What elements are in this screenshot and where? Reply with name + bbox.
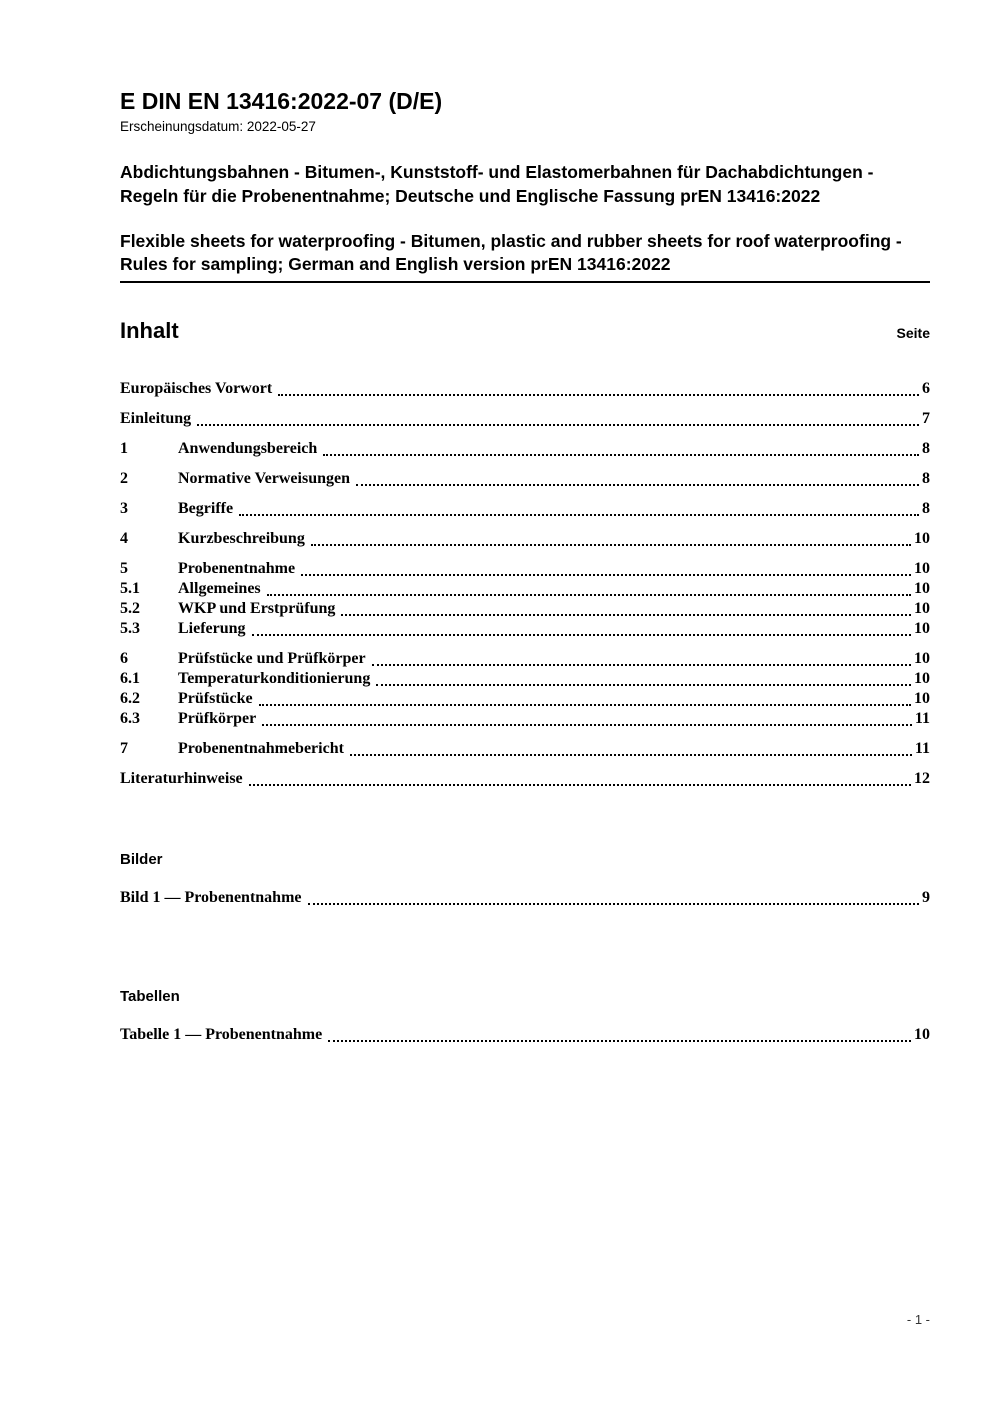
entry-label: Prüfkörper (178, 710, 257, 727)
toc-heading: Inhalt (120, 317, 179, 343)
release-date: Erscheinungsdatum: 2022-05-27 (120, 119, 316, 135)
dot-leader (259, 704, 911, 706)
toc-entry[interactable] (120, 769, 930, 789)
entry-number: 6.2 (120, 690, 140, 707)
entry-page: 10 (914, 530, 930, 547)
entry-number: 4 (120, 530, 128, 547)
entry-page: 8 (922, 470, 930, 487)
dot-leader (356, 484, 919, 486)
tables-list (120, 1025, 930, 1045)
entry-page: 11 (914, 710, 930, 727)
entry-page: 8 (922, 440, 930, 457)
entry-label: Literaturhinweise (120, 770, 243, 787)
document-title: E DIN EN 13416:2022-07 (D/E) (120, 88, 443, 114)
toc-entry[interactable] (120, 709, 930, 729)
dot-leader (311, 544, 911, 546)
toc-entry[interactable] (120, 439, 930, 459)
entry-label: Prüfstücke und Prüfkörper (178, 650, 366, 667)
figure-entry[interactable] (120, 888, 930, 908)
entry-label: Tabelle 1 — Probenentnahme (120, 1026, 323, 1043)
entry-page: 7 (922, 410, 930, 427)
entry-label: Einleitung (120, 410, 192, 427)
entry-label: Temperaturkonditionierung (178, 670, 371, 687)
dot-leader (350, 754, 912, 756)
separator-line (120, 281, 930, 283)
toc-list (120, 379, 930, 789)
page-number: - 1 - (906, 1312, 930, 1327)
toc-entry[interactable] (120, 599, 930, 619)
dot-leader (267, 594, 911, 596)
dot-leader (376, 684, 911, 686)
english-title: Flexible sheets for waterproofing - Bitumen, plastic and rubber sheets for roof waterproofing - Rules for sampling; German and English version prEN 13416:2022 (120, 230, 902, 274)
toc-entry[interactable] (120, 499, 930, 519)
toc-entry[interactable] (120, 739, 930, 759)
table-entry[interactable] (120, 1025, 930, 1045)
entry-number: 5.2 (120, 600, 140, 617)
entry-page: 10 (914, 620, 930, 637)
entry-label: Anwendungsbereich (178, 440, 318, 457)
toc-entry[interactable] (120, 469, 930, 489)
entry-page: 10 (914, 600, 930, 617)
entry-number: 6.3 (120, 710, 140, 727)
tables-heading: Tabellen (120, 988, 180, 1005)
entry-page: 10 (914, 580, 930, 597)
entry-page: 10 (914, 560, 930, 577)
entry-label: Bild 1 — Probenentnahme (120, 889, 302, 906)
toc-entry[interactable] (120, 579, 930, 599)
entry-number: 1 (120, 440, 128, 457)
entry-number: 5.1 (120, 580, 140, 597)
dot-leader (328, 1040, 911, 1042)
figures-heading: Bilder (120, 851, 163, 868)
dot-leader (197, 424, 919, 426)
entry-label: Kurzbeschreibung (178, 530, 305, 547)
entry-label: Normative Verweisungen (178, 470, 350, 487)
entry-label: Prüfstücke (178, 690, 253, 707)
dot-leader (301, 574, 911, 576)
dot-leader (278, 394, 919, 396)
entry-page: 12 (914, 770, 930, 787)
dot-leader (249, 784, 911, 786)
entry-label: Lieferung (178, 620, 246, 637)
page-content (120, 88, 930, 1045)
toc-header (120, 319, 930, 343)
german-title: Abdichtungsbahnen - Bitumen-, Kunststoff- und Elastomerbahnen für Dachabdichtungen - Regeln für die Probenentnahme; Deutsche und Englische Fassung prEN 13416:2022 (120, 162, 874, 206)
toc-entry[interactable] (120, 529, 930, 549)
entry-label: Probenentnahme (178, 560, 296, 577)
dot-leader (308, 903, 920, 905)
toc-entry[interactable] (120, 409, 930, 429)
dot-leader (252, 634, 911, 636)
entry-page: 11 (914, 740, 930, 757)
entry-label: Allgemeines (178, 580, 261, 597)
toc-entry[interactable] (120, 649, 930, 669)
toc-page-column-label: Seite (896, 325, 930, 341)
entry-page: 10 (914, 690, 930, 707)
entry-number: 3 (120, 500, 128, 517)
entry-number: 5 (120, 560, 128, 577)
toc-entry[interactable] (120, 669, 930, 689)
dot-leader (341, 614, 911, 616)
entry-number: 6.1 (120, 670, 140, 687)
dot-leader (323, 454, 919, 456)
entry-page: 9 (922, 889, 930, 906)
entry-page: 10 (914, 1026, 930, 1043)
toc-entry[interactable] (120, 689, 930, 709)
entry-label: WKP und Erstprüfung (178, 600, 336, 617)
toc-entry[interactable] (120, 379, 930, 399)
figures-list (120, 888, 930, 908)
entry-page: 10 (914, 650, 930, 667)
dot-leader (239, 514, 919, 516)
entry-label: Probenentnahmebericht (178, 740, 344, 757)
toc-entry[interactable] (120, 619, 930, 639)
entry-page: 8 (922, 500, 930, 517)
entry-number: 5.3 (120, 620, 140, 637)
entry-page: 10 (914, 670, 930, 687)
dot-leader (372, 664, 911, 666)
entry-number: 7 (120, 740, 128, 757)
entry-label: Europäisches Vorwort (120, 380, 273, 397)
entry-label: Begriffe (178, 500, 234, 517)
entry-number: 6 (120, 650, 128, 667)
toc-entry[interactable] (120, 559, 930, 579)
entry-page: 6 (922, 380, 930, 397)
entry-number: 2 (120, 470, 128, 487)
dot-leader (262, 724, 912, 726)
